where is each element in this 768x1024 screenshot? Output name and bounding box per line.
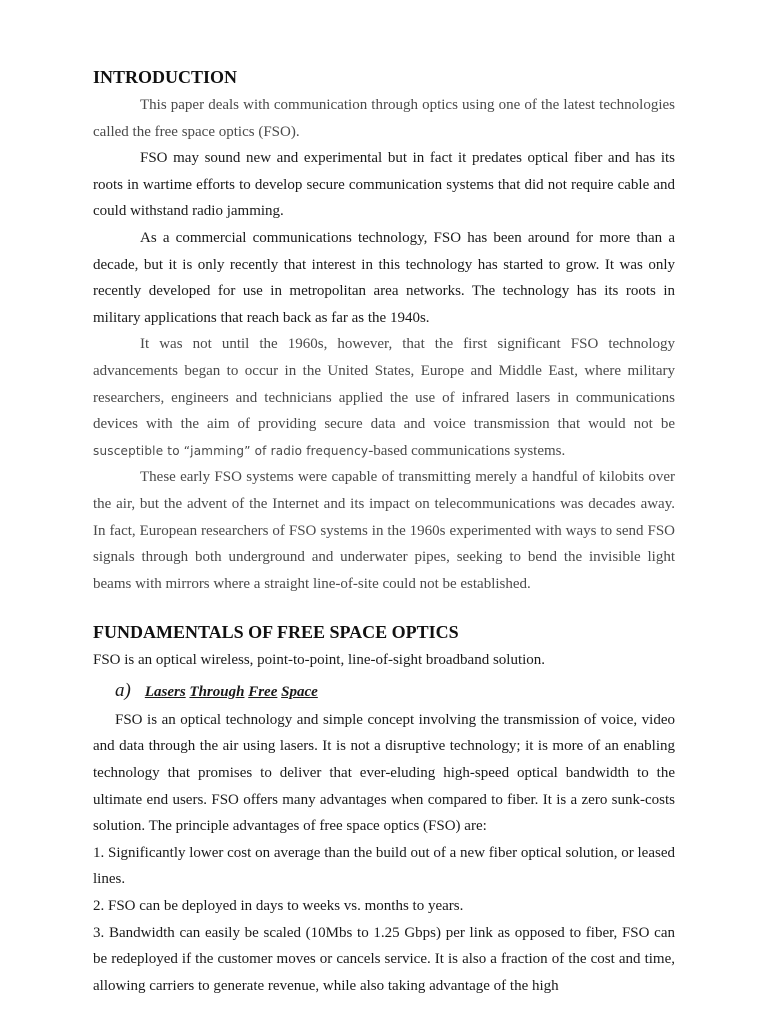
intro-paragraph-4-main: It was not until the 1960s, however, that the first significant FSO technology advancements began to occur in the United States, Europe and Middle East, where military researchers, engineers and technicians applied the use of infrared lasers in communications devices with the aim of providing secure data and voice transmission that would not be — [93, 336, 675, 433]
advantage-item-3: 3. Bandwidth can easily be scaled (10Mbs to 1.25 Gbps) per link as opposed to fiber, FSO can be redeployed if the customer moves or cancels service. It is also a fraction of the cost and time, allowing carriers to generate revenue, while also taking advantage of the high — [93, 924, 675, 994]
advantage-item-1: 1. Significantly lower cost on average than the build out of a new fiber optical solution, or leased lines. — [93, 844, 675, 888]
subsection-heading — [115, 678, 675, 705]
advantage-item-2: 2. FSO can be deployed in days to weeks vs. months to years. — [93, 898, 464, 915]
intro-paragraph-4-jamming-text: susceptible to “jamming” of radio frequency — [93, 443, 369, 458]
subsection-title-word: Through — [189, 683, 245, 700]
subsection-letter: a) — [115, 679, 131, 701]
introduction-heading: INTRODUCTION — [93, 67, 238, 87]
fundamentals-heading: FUNDAMENTALS OF FREE SPACE OPTICS — [93, 622, 459, 643]
intro-paragraph-5: These early FSO systems were capable of transmitting merely a handful of kilobits over the air, but the advent of the Internet and its impact on telecommunications was decades away. In fact, European researchers of FSO systems in the 1960s experimented with ways to send FSO signals through both underground and underwater pipes, seeking to bend the invisible light beams with mirrors where a straight line-of-site could not be established. — [93, 469, 675, 592]
subsection-title — [145, 684, 318, 700]
fundamentals-intro: FSO is an optical wireless, point-to-point, line-of-sight broadband solution. — [93, 652, 546, 669]
document-content — [93, 64, 675, 999]
subsection-title-word: Free — [248, 683, 278, 700]
subsection-title-word: Lasers — [144, 683, 186, 700]
intro-paragraph-3: As a commercial communications technology, FSO has been around for more than a decade, but it is only recently that interest in this technology has started to grow. It was only recently developed for use in metropolitan area networks. The technology has its roots in military applications that reach back as far as the 1940s. — [93, 229, 675, 326]
intro-paragraph-4 — [93, 331, 675, 464]
intro-paragraph-2: FSO may sound new and experimental but in fact it predates optical fiber and has its roots in wartime efforts to develop secure communication systems that did not require cable and could withstand radio jamming. — [93, 150, 675, 220]
intro-paragraph-1: This paper deals with communication through optics using one of the latest technologies called the free space optics (FSO). — [93, 97, 675, 140]
fundamentals-body: FSO is an optical technology and simple concept involving the transmission of voice, video and data through the air using lasers. It is not a disruptive technology; it is more of an enabling technology that promises to deliver that ever-eluding high-speed optical bandwidth to the ultimate end users. FSO offers many advantages when compared to fiber. It is a zero sunk-costs solution. The principle advantages of free space optics (FSO) are: — [93, 711, 675, 835]
subsection-title-word: Space — [281, 683, 318, 700]
intro-paragraph-4-end: -based communications systems. — [368, 442, 566, 459]
